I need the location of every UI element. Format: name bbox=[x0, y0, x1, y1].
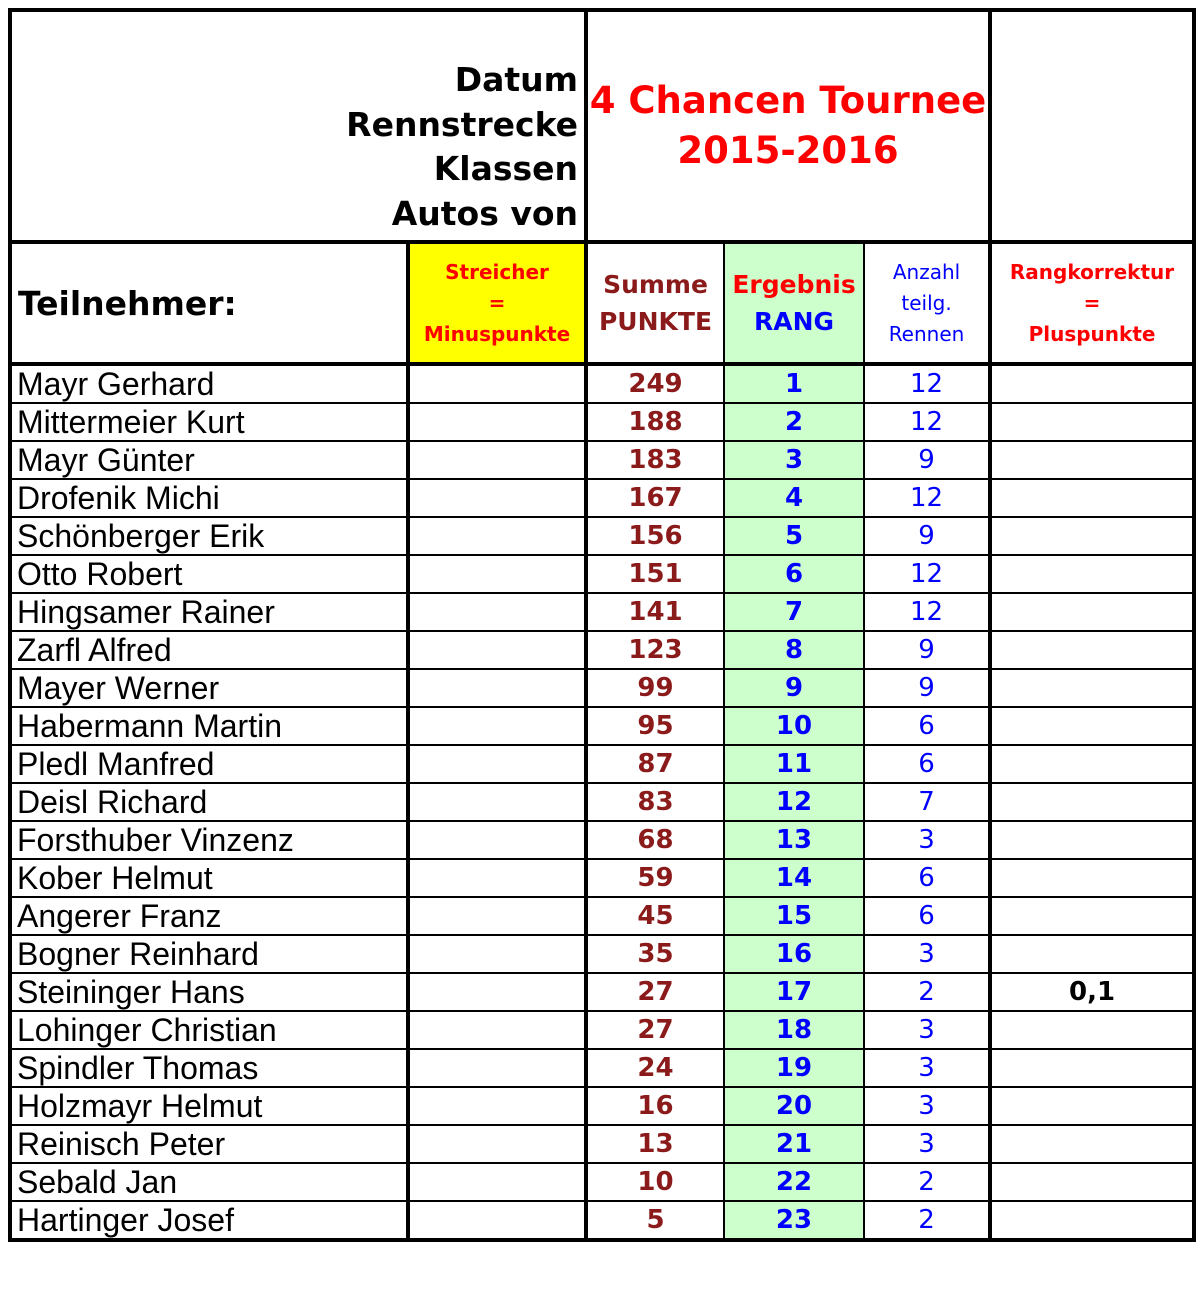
rangk-line-3: Pluspunkte bbox=[1028, 321, 1156, 346]
streicher-cell bbox=[408, 403, 586, 441]
streicher-cell bbox=[408, 517, 586, 555]
races-cell: 6 bbox=[864, 707, 990, 745]
races-cell: 3 bbox=[864, 1049, 990, 1087]
rank-cell: 6 bbox=[724, 555, 864, 593]
streicher-line-3: Minuspunkte bbox=[423, 321, 571, 346]
summe-line-1: Summe bbox=[603, 270, 708, 299]
table-row bbox=[10, 593, 1194, 631]
races-cell: 3 bbox=[864, 1087, 990, 1125]
rank-cell: 11 bbox=[724, 745, 864, 783]
rank-cell: 9 bbox=[724, 669, 864, 707]
streicher-cell bbox=[408, 479, 586, 517]
races-cell: 3 bbox=[864, 1011, 990, 1049]
standings-table bbox=[8, 8, 1196, 1242]
participant-name: Mayr Gerhard bbox=[10, 364, 408, 403]
participant-name: Mayr Günter bbox=[10, 441, 408, 479]
label-autos-von: Autos von bbox=[391, 193, 579, 233]
table-row bbox=[10, 1087, 1194, 1125]
points-cell: 167 bbox=[586, 479, 724, 517]
participant-name: Angerer Franz bbox=[10, 897, 408, 935]
points-cell: 10 bbox=[586, 1163, 724, 1201]
races-cell: 6 bbox=[864, 745, 990, 783]
streicher-cell bbox=[408, 859, 586, 897]
label-datum: Datum bbox=[454, 60, 579, 99]
races-cell: 12 bbox=[864, 364, 990, 403]
participant-name: Forsthuber Vinzenz bbox=[10, 821, 408, 859]
rangkorrektur-cell bbox=[990, 1163, 1194, 1201]
participant-name: Habermann Martin bbox=[10, 707, 408, 745]
races-cell: 3 bbox=[864, 821, 990, 859]
participant-name: Hingsamer Rainer bbox=[10, 593, 408, 631]
rangkorrektur-cell bbox=[990, 1201, 1194, 1240]
event-info-labels bbox=[10, 10, 586, 242]
races-cell: 2 bbox=[864, 1201, 990, 1240]
participant-name: Mittermeier Kurt bbox=[10, 403, 408, 441]
participant-name: Drofenik Michi bbox=[10, 479, 408, 517]
races-cell: 12 bbox=[864, 593, 990, 631]
table-row bbox=[10, 973, 1194, 1011]
points-cell: 156 bbox=[586, 517, 724, 555]
rangkorrektur-cell bbox=[990, 821, 1194, 859]
rangkorrektur-cell bbox=[990, 593, 1194, 631]
streicher-cell bbox=[408, 1125, 586, 1163]
rank-cell: 10 bbox=[724, 707, 864, 745]
streicher-cell bbox=[408, 631, 586, 669]
table-row bbox=[10, 707, 1194, 745]
rangkorrektur-cell bbox=[990, 1125, 1194, 1163]
points-cell: 188 bbox=[586, 403, 724, 441]
rank-cell: 19 bbox=[724, 1049, 864, 1087]
points-cell: 151 bbox=[586, 555, 724, 593]
table-row bbox=[10, 364, 1194, 403]
table-row bbox=[10, 783, 1194, 821]
streicher-cell bbox=[408, 1049, 586, 1087]
rank-cell: 15 bbox=[724, 897, 864, 935]
table-row bbox=[10, 555, 1194, 593]
participant-name: Spindler Thomas bbox=[10, 1049, 408, 1087]
points-cell: 249 bbox=[586, 364, 724, 403]
table-row bbox=[10, 1049, 1194, 1087]
title-line-2: 2015-2016 bbox=[677, 129, 899, 172]
streicher-cell bbox=[408, 897, 586, 935]
rangkorrektur-cell bbox=[990, 897, 1194, 935]
races-cell: 6 bbox=[864, 859, 990, 897]
points-cell: 99 bbox=[586, 669, 724, 707]
anzahl-line-2: teilg. bbox=[901, 290, 952, 315]
points-cell: 16 bbox=[586, 1087, 724, 1125]
participant-name: Zarfl Alfred bbox=[10, 631, 408, 669]
table-row bbox=[10, 935, 1194, 973]
races-cell: 12 bbox=[864, 555, 990, 593]
rank-cell: 23 bbox=[724, 1201, 864, 1240]
races-cell: 9 bbox=[864, 631, 990, 669]
table-row bbox=[10, 479, 1194, 517]
points-cell: 13 bbox=[586, 1125, 724, 1163]
rangkorrektur-cell: 0,1 bbox=[990, 973, 1194, 1011]
participant-name: Sebald Jan bbox=[10, 1163, 408, 1201]
points-cell: 27 bbox=[586, 1011, 724, 1049]
rank-cell: 3 bbox=[724, 441, 864, 479]
streicher-cell bbox=[408, 1163, 586, 1201]
table-row bbox=[10, 441, 1194, 479]
rank-cell: 8 bbox=[724, 631, 864, 669]
rangkorrektur-cell bbox=[990, 403, 1194, 441]
streicher-cell bbox=[408, 973, 586, 1011]
points-cell: 27 bbox=[586, 973, 724, 1011]
rank-cell: 16 bbox=[724, 935, 864, 973]
table-row bbox=[10, 745, 1194, 783]
table-row bbox=[10, 1201, 1194, 1240]
rangkorrektur-cell bbox=[990, 1087, 1194, 1125]
participant-name: Lohinger Christian bbox=[10, 1011, 408, 1049]
participant-name: Mayer Werner bbox=[10, 669, 408, 707]
points-cell: 59 bbox=[586, 859, 724, 897]
rank-cell: 7 bbox=[724, 593, 864, 631]
table-row bbox=[10, 631, 1194, 669]
participant-name: Deisl Richard bbox=[10, 783, 408, 821]
streicher-cell bbox=[408, 745, 586, 783]
rank-cell: 17 bbox=[724, 973, 864, 1011]
rangkorrektur-cell bbox=[990, 745, 1194, 783]
streicher-cell bbox=[408, 441, 586, 479]
tournament-title bbox=[586, 10, 990, 242]
points-cell: 45 bbox=[586, 897, 724, 935]
rangkorrektur-cell bbox=[990, 935, 1194, 973]
rank-cell: 13 bbox=[724, 821, 864, 859]
points-cell: 35 bbox=[586, 935, 724, 973]
col-ergebnis-rang bbox=[724, 242, 864, 364]
streicher-cell bbox=[408, 1011, 586, 1049]
ergebnis-line-2: RANG bbox=[753, 307, 835, 336]
participant-name: Hartinger Josef bbox=[10, 1201, 408, 1240]
participant-rows bbox=[10, 364, 1194, 1240]
streicher-cell bbox=[408, 783, 586, 821]
participant-name: Schönberger Erik bbox=[10, 517, 408, 555]
rangk-line-1: Rangkorrektur bbox=[1009, 259, 1175, 284]
participant-name: Reinisch Peter bbox=[10, 1125, 408, 1163]
streicher-cell bbox=[408, 555, 586, 593]
races-cell: 9 bbox=[864, 517, 990, 555]
ergebnis-line-1: Ergebnis bbox=[732, 270, 856, 299]
table-row bbox=[10, 669, 1194, 707]
streicher-cell bbox=[408, 669, 586, 707]
participant-name: Holzmayr Helmut bbox=[10, 1087, 408, 1125]
rank-cell: 2 bbox=[724, 403, 864, 441]
header-empty-cell bbox=[990, 10, 1194, 242]
points-cell: 95 bbox=[586, 707, 724, 745]
col-summe-punkte bbox=[586, 242, 724, 364]
points-cell: 24 bbox=[586, 1049, 724, 1087]
column-header-row bbox=[10, 242, 1194, 364]
rangkorrektur-cell bbox=[990, 1011, 1194, 1049]
races-cell: 6 bbox=[864, 897, 990, 935]
races-cell: 9 bbox=[864, 669, 990, 707]
rank-cell: 1 bbox=[724, 364, 864, 403]
participant-name: Pledl Manfred bbox=[10, 745, 408, 783]
races-cell: 2 bbox=[864, 973, 990, 1011]
streicher-line-2: = bbox=[488, 290, 506, 315]
rank-cell: 20 bbox=[724, 1087, 864, 1125]
rank-cell: 18 bbox=[724, 1011, 864, 1049]
col-streicher bbox=[408, 242, 586, 364]
rank-cell: 4 bbox=[724, 479, 864, 517]
rangkorrektur-cell bbox=[990, 479, 1194, 517]
races-cell: 3 bbox=[864, 1125, 990, 1163]
rangkorrektur-cell bbox=[990, 441, 1194, 479]
table-row bbox=[10, 821, 1194, 859]
rangkorrektur-cell bbox=[990, 783, 1194, 821]
points-cell: 87 bbox=[586, 745, 724, 783]
label-klassen: Klassen bbox=[433, 149, 579, 188]
rangkorrektur-cell bbox=[990, 859, 1194, 897]
races-cell: 2 bbox=[864, 1163, 990, 1201]
rank-cell: 14 bbox=[724, 859, 864, 897]
col-rangkorrektur bbox=[990, 242, 1194, 364]
table-row bbox=[10, 859, 1194, 897]
points-cell: 68 bbox=[586, 821, 724, 859]
rangkorrektur-cell bbox=[990, 555, 1194, 593]
header-row bbox=[10, 10, 1194, 242]
rangkorrektur-cell bbox=[990, 1049, 1194, 1087]
streicher-cell bbox=[408, 593, 586, 631]
rangkorrektur-cell bbox=[990, 364, 1194, 403]
table-row bbox=[10, 403, 1194, 441]
points-cell: 5 bbox=[586, 1201, 724, 1240]
label-rennstrecke: Rennstrecke bbox=[346, 104, 579, 144]
streicher-cell bbox=[408, 364, 586, 403]
streicher-cell bbox=[408, 935, 586, 973]
rangk-line-2: = bbox=[1083, 290, 1101, 315]
races-cell: 7 bbox=[864, 783, 990, 821]
races-cell: 9 bbox=[864, 441, 990, 479]
rank-cell: 12 bbox=[724, 783, 864, 821]
points-cell: 83 bbox=[586, 783, 724, 821]
races-cell: 3 bbox=[864, 935, 990, 973]
races-cell: 12 bbox=[864, 479, 990, 517]
table-row bbox=[10, 1163, 1194, 1201]
rangkorrektur-cell bbox=[990, 517, 1194, 555]
table-row bbox=[10, 1125, 1194, 1163]
rangkorrektur-cell bbox=[990, 669, 1194, 707]
races-cell: 12 bbox=[864, 403, 990, 441]
col-teilnehmer: Teilnehmer: bbox=[10, 242, 408, 364]
participant-name: Steininger Hans bbox=[10, 973, 408, 1011]
streicher-cell bbox=[408, 1087, 586, 1125]
rank-cell: 5 bbox=[724, 517, 864, 555]
streicher-line-1: Streicher bbox=[445, 259, 549, 284]
points-cell: 183 bbox=[586, 441, 724, 479]
streicher-cell bbox=[408, 1201, 586, 1240]
anzahl-line-3: Rennen bbox=[888, 321, 965, 346]
summe-line-2: PUNKTE bbox=[598, 307, 713, 336]
table-row bbox=[10, 517, 1194, 555]
title-line-1: 4 Chancen Tournee bbox=[589, 79, 987, 122]
anzahl-line-1: Anzahl bbox=[892, 259, 961, 284]
points-cell: 123 bbox=[586, 631, 724, 669]
table-row bbox=[10, 1011, 1194, 1049]
points-cell: 141 bbox=[586, 593, 724, 631]
streicher-cell bbox=[408, 707, 586, 745]
rangkorrektur-cell bbox=[990, 631, 1194, 669]
participant-name: Bogner Reinhard bbox=[10, 935, 408, 973]
participant-name: Kober Helmut bbox=[10, 859, 408, 897]
rangkorrektur-cell bbox=[990, 707, 1194, 745]
col-anzahl-rennen bbox=[864, 242, 990, 364]
participant-name: Otto Robert bbox=[10, 555, 408, 593]
table-row bbox=[10, 897, 1194, 935]
streicher-cell bbox=[408, 821, 586, 859]
rank-cell: 22 bbox=[724, 1163, 864, 1201]
rank-cell: 21 bbox=[724, 1125, 864, 1163]
